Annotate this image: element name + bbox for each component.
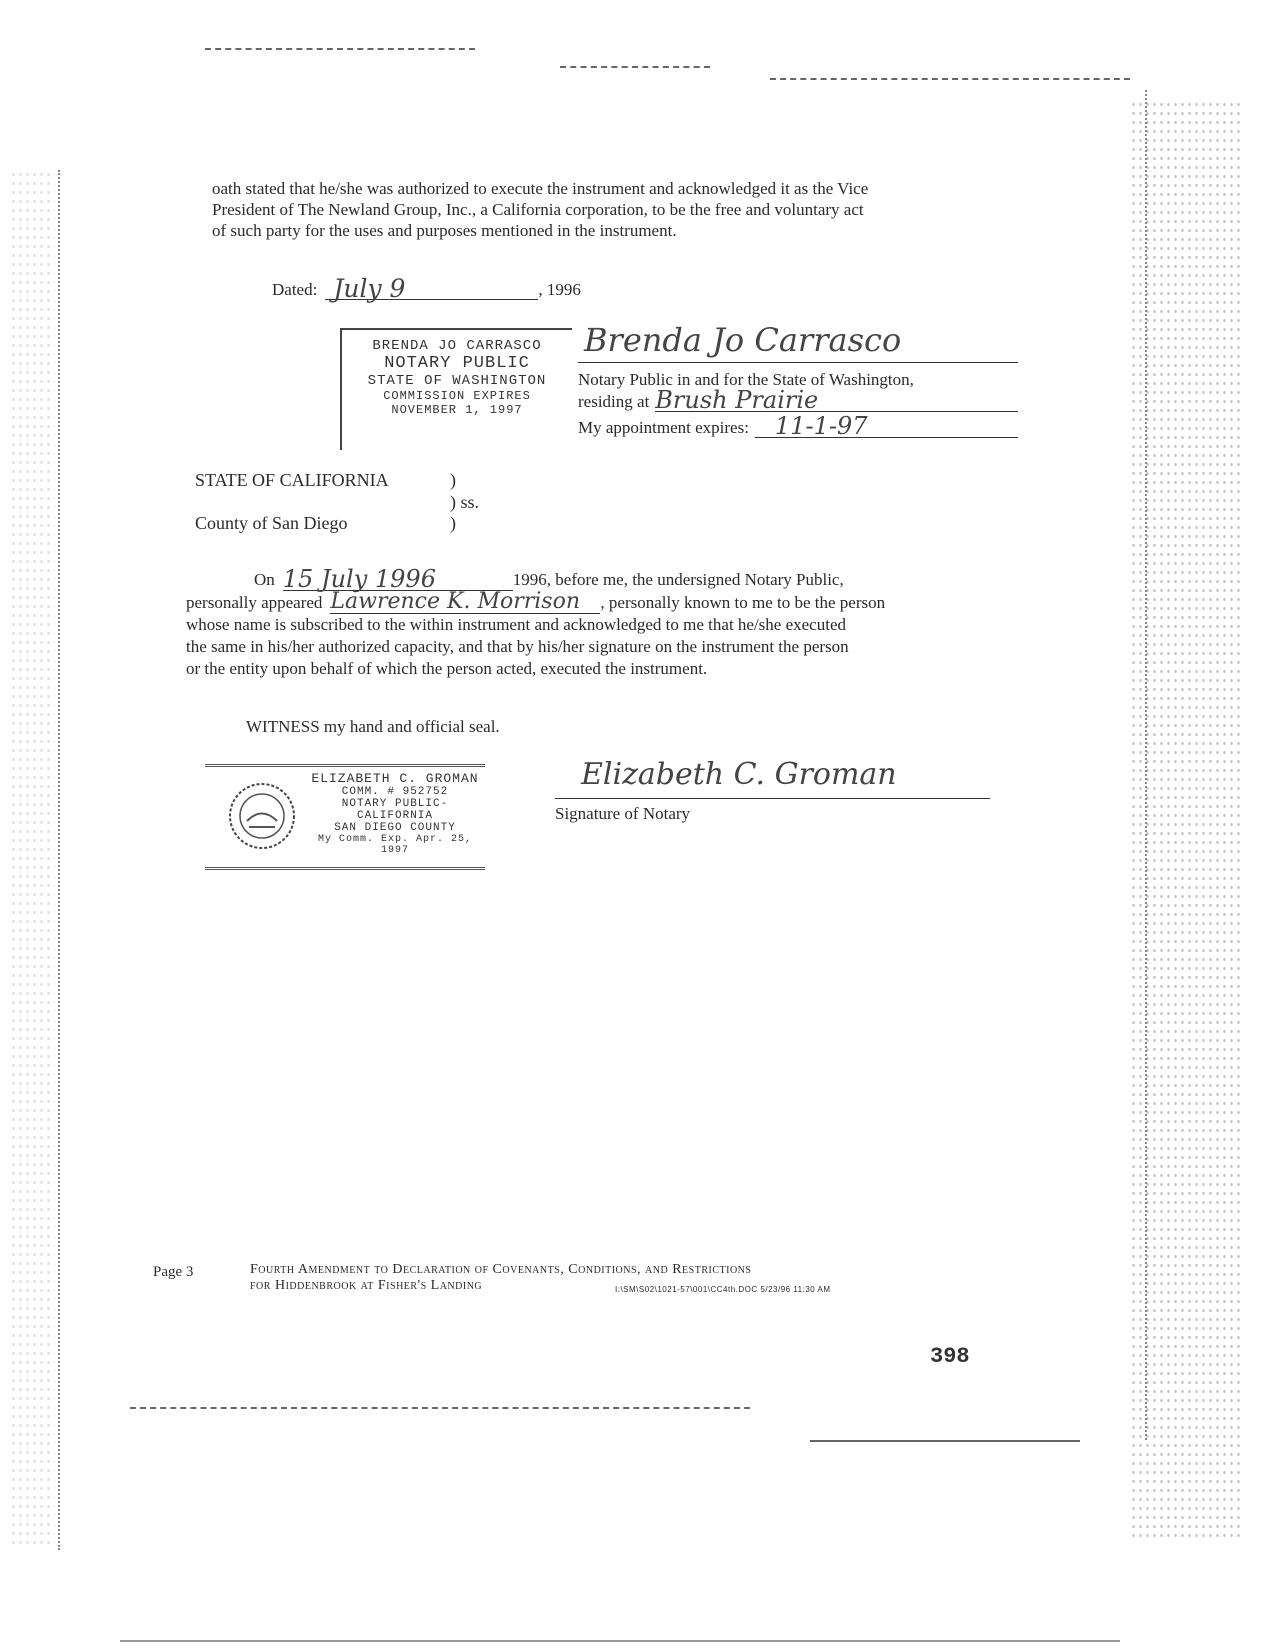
acknowledgment-block [186, 565, 886, 680]
stamp-line: COMM. # 952752 [341, 786, 449, 798]
expires-label: My appointment expires: [578, 418, 749, 437]
washington-residing-row [578, 386, 1018, 414]
footer-file-ref: I:\SM\S02\1021-57\001\CC4th.DOC 5/23/96 11:30 AM [615, 1285, 831, 1294]
washington-expires-row [578, 412, 1018, 440]
dated-label: Dated: [272, 280, 318, 299]
stamp-line: My Comm. Exp. Apr. 25, 1997 [317, 834, 473, 856]
washington-notary-signature: Brenda Jo Carrasco [578, 318, 1018, 363]
acknowledgment-line: or the entity upon behalf of which the person acted, executed the instrument. [186, 659, 708, 678]
state-seal-icon [227, 781, 297, 851]
stamp-line: NOTARY PUBLIC [384, 354, 530, 373]
footer-title-line2: for Hiddenbrook at Fisher's Landing [250, 1278, 483, 1293]
acknowledgment-date: 15 July 1996 [283, 568, 513, 591]
notary-signature: Elizabeth C. Groman [555, 752, 990, 799]
residing-value: Brush Prairie [655, 390, 1018, 412]
dated-handwritten: July 9 [325, 278, 538, 300]
washington-notary-block [578, 318, 1018, 438]
footer-title-line1: Fourth Amendment to Declaration of Covenants, Conditions, and Restrictions [250, 1262, 752, 1277]
california-notary-stamp [205, 764, 485, 870]
body-paragraph-top [212, 178, 868, 241]
scan-bottom-edge [810, 1440, 1080, 1442]
venue-paren: ) [450, 470, 456, 490]
acknowledgment-line1-rest: 1996, before me, the undersigned Notary Public, [512, 570, 844, 589]
on-label: On [254, 570, 275, 589]
venue-block [195, 470, 479, 534]
scan-left-edge [58, 170, 60, 1550]
stamp-line: STATE OF WASHINGTON [367, 373, 547, 389]
residing-label: residing at [578, 392, 650, 411]
acknowledgment-line2-rest: , personally known to me to be the person [600, 593, 886, 612]
acknowledgment-line: the same in his/her authorized capacity, and that by his/her signature on the instrument the person [186, 637, 849, 656]
stamp-line: ELIZABETH C. GROMAN [311, 771, 479, 786]
paragraph-line: of such party for the uses and purposes mentioned in the instrument. [212, 221, 677, 240]
venue-paren: ) [450, 513, 456, 533]
appeared-name: Lawrence K. Morrison [330, 591, 600, 614]
scan-bottom-edge [120, 1640, 1120, 1642]
scan-top-edge [560, 66, 710, 68]
notary-signature-label: Signature of Notary [555, 804, 691, 823]
footer-page-label: Page 3 [153, 1264, 194, 1280]
washington-notary-line1: Notary Public in and for the State of Washington, [578, 370, 914, 389]
stamp-line: COMMISSION EXPIRES [383, 389, 531, 403]
stamp-line: SAN DIEGO COUNTY [334, 822, 456, 834]
paragraph-line: President of The Newland Group, Inc., a California corporation, to be the free and voluntary act [212, 200, 864, 219]
scan-bottom-edge [130, 1407, 750, 1409]
page-number: 398 [930, 1344, 970, 1369]
footer-title [250, 1262, 831, 1294]
appeared-label: personally appeared [186, 593, 323, 612]
stamp-line: BRENDA JO CARRASCO [372, 338, 542, 354]
scan-top-edge [770, 78, 1130, 80]
witness-line: WITNESS my hand and official seal. [246, 717, 500, 736]
washington-notary-stamp [340, 328, 572, 450]
venue-state: STATE OF CALIFORNIA [195, 470, 389, 490]
venue-county: County of San Diego [195, 513, 348, 533]
scan-top-edge [205, 48, 475, 50]
dated-row [272, 274, 581, 303]
venue-ss: ) ss. [450, 492, 480, 512]
scan-noise [1130, 100, 1240, 1540]
expires-value: 11-1-97 [755, 416, 1018, 438]
stamp-line: NOTARY PUBLIC-CALIFORNIA [341, 798, 449, 822]
stamp-line: NOVEMBER 1, 1997 [391, 403, 523, 417]
notary-signature-block [555, 752, 990, 824]
scan-noise [10, 170, 55, 1550]
dated-year: , 1996 [538, 280, 581, 299]
paragraph-line: oath stated that he/she was authorized to execute the instrument and acknowledged it as the Vice [212, 179, 869, 198]
acknowledgment-line: whose name is subscribed to the within instrument and acknowledged to me that he/she executed [186, 615, 846, 634]
